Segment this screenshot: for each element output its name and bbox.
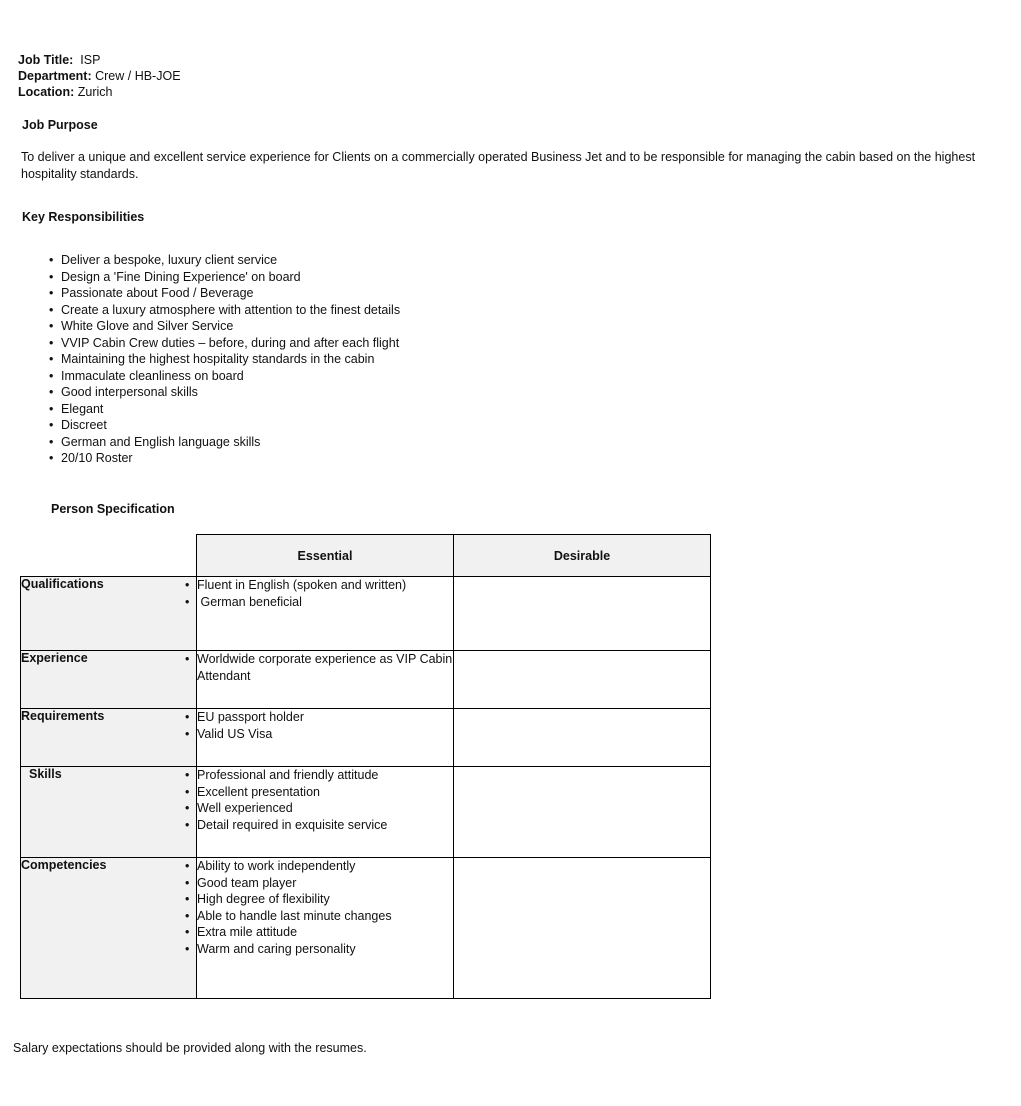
responsibility-item: • Good interpersonal skills <box>61 384 400 401</box>
salary-note: Salary expectations should be provided along with the resumes. <box>13 1041 367 1055</box>
desirable-cell <box>454 651 711 709</box>
desirable-cell <box>454 767 711 858</box>
list-item: • Worldwide corporate experience as VIP Cabin Attendant <box>197 651 453 684</box>
table-row <box>21 858 711 999</box>
responsibility-item: • Elegant <box>61 401 400 418</box>
person-specification-table <box>20 534 711 999</box>
person-specification-heading: Person Specification <box>51 502 175 516</box>
department-label: Department: <box>18 69 92 83</box>
responsibility-item: • German and English language skills <box>61 434 400 451</box>
responsibility-item: • Deliver a bespoke, luxury client service <box>61 252 400 269</box>
responsibility-item: • Discreet <box>61 417 400 434</box>
table-row <box>21 651 711 709</box>
list-item: • Good team player <box>197 875 453 892</box>
department-line <box>18 68 181 84</box>
table-row <box>21 709 711 767</box>
list-item: • Ability to work independently <box>197 858 453 875</box>
list-item: • German beneficial <box>197 594 453 611</box>
essential-cell <box>197 709 454 767</box>
list-item: • Fluent in English (spoken and written) <box>197 577 453 594</box>
job-title-line <box>18 52 100 68</box>
responsibility-item: • VVIP Cabin Crew duties – before, during and after each flight <box>61 335 400 352</box>
list-item: • EU passport holder <box>197 709 453 726</box>
column-header-essential: Essential <box>197 535 454 577</box>
essential-cell <box>197 767 454 858</box>
location-line <box>18 84 112 100</box>
row-label-experience: Experience <box>21 651 197 709</box>
department-value: Crew / HB-JOE <box>95 69 181 83</box>
location-value: Zurich <box>77 85 113 99</box>
row-label-requirements: Requirements <box>21 709 197 767</box>
list-item: • Professional and friendly attitude <box>197 767 453 784</box>
responsibility-item: • Create a luxury atmosphere with attention to the finest details <box>61 302 400 319</box>
list-item: • Well experienced <box>197 800 453 817</box>
responsibility-item: • Maintaining the highest hospitality standards in the cabin <box>61 351 400 368</box>
table-row <box>21 577 711 651</box>
essential-cell <box>197 858 454 999</box>
row-label-competencies: Competencies <box>21 858 197 999</box>
job-purpose-text: To deliver a unique and excellent service experience for Clients on a commercially operated Business Jet and to be responsible for managing the cabin based on the highest hospitality standards. <box>21 150 976 181</box>
key-responsibilities-heading: Key Responsibilities <box>22 210 145 224</box>
desirable-cell <box>454 858 711 999</box>
responsibility-item: • White Glove and Silver Service <box>61 318 400 335</box>
location-label: Location: <box>18 85 75 99</box>
desirable-cell <box>454 577 711 651</box>
desirable-cell <box>454 709 711 767</box>
responsibility-item: • Immaculate cleanliness on board <box>61 368 400 385</box>
row-label-qualifications: Qualifications <box>21 577 197 651</box>
essential-cell <box>197 577 454 651</box>
essential-cell <box>197 651 454 709</box>
row-label-skills: Skills <box>21 767 197 858</box>
job-title-label: Job Title: <box>18 53 74 67</box>
list-item: • Extra mile attitude <box>197 924 453 941</box>
table-corner-cell <box>21 535 197 577</box>
list-item: • Valid US Visa <box>197 726 453 743</box>
responsibility-item: • 20/10 Roster <box>61 450 400 467</box>
job-purpose-heading: Job Purpose <box>22 118 98 132</box>
list-item: • Detail required in exquisite service <box>197 817 453 834</box>
column-header-desirable: Desirable <box>454 535 711 577</box>
responsibility-item: • Design a 'Fine Dining Experience' on board <box>61 269 400 286</box>
table-row <box>21 767 711 858</box>
responsibilities-list <box>61 252 400 467</box>
list-item: • Able to handle last minute changes <box>197 908 453 925</box>
job-title-value: ISP <box>80 53 101 67</box>
responsibility-item: • Passionate about Food / Beverage <box>61 285 400 302</box>
list-item: • Warm and caring personality <box>197 941 453 958</box>
list-item: • High degree of flexibility <box>197 891 453 908</box>
list-item: • Excellent presentation <box>197 784 453 801</box>
